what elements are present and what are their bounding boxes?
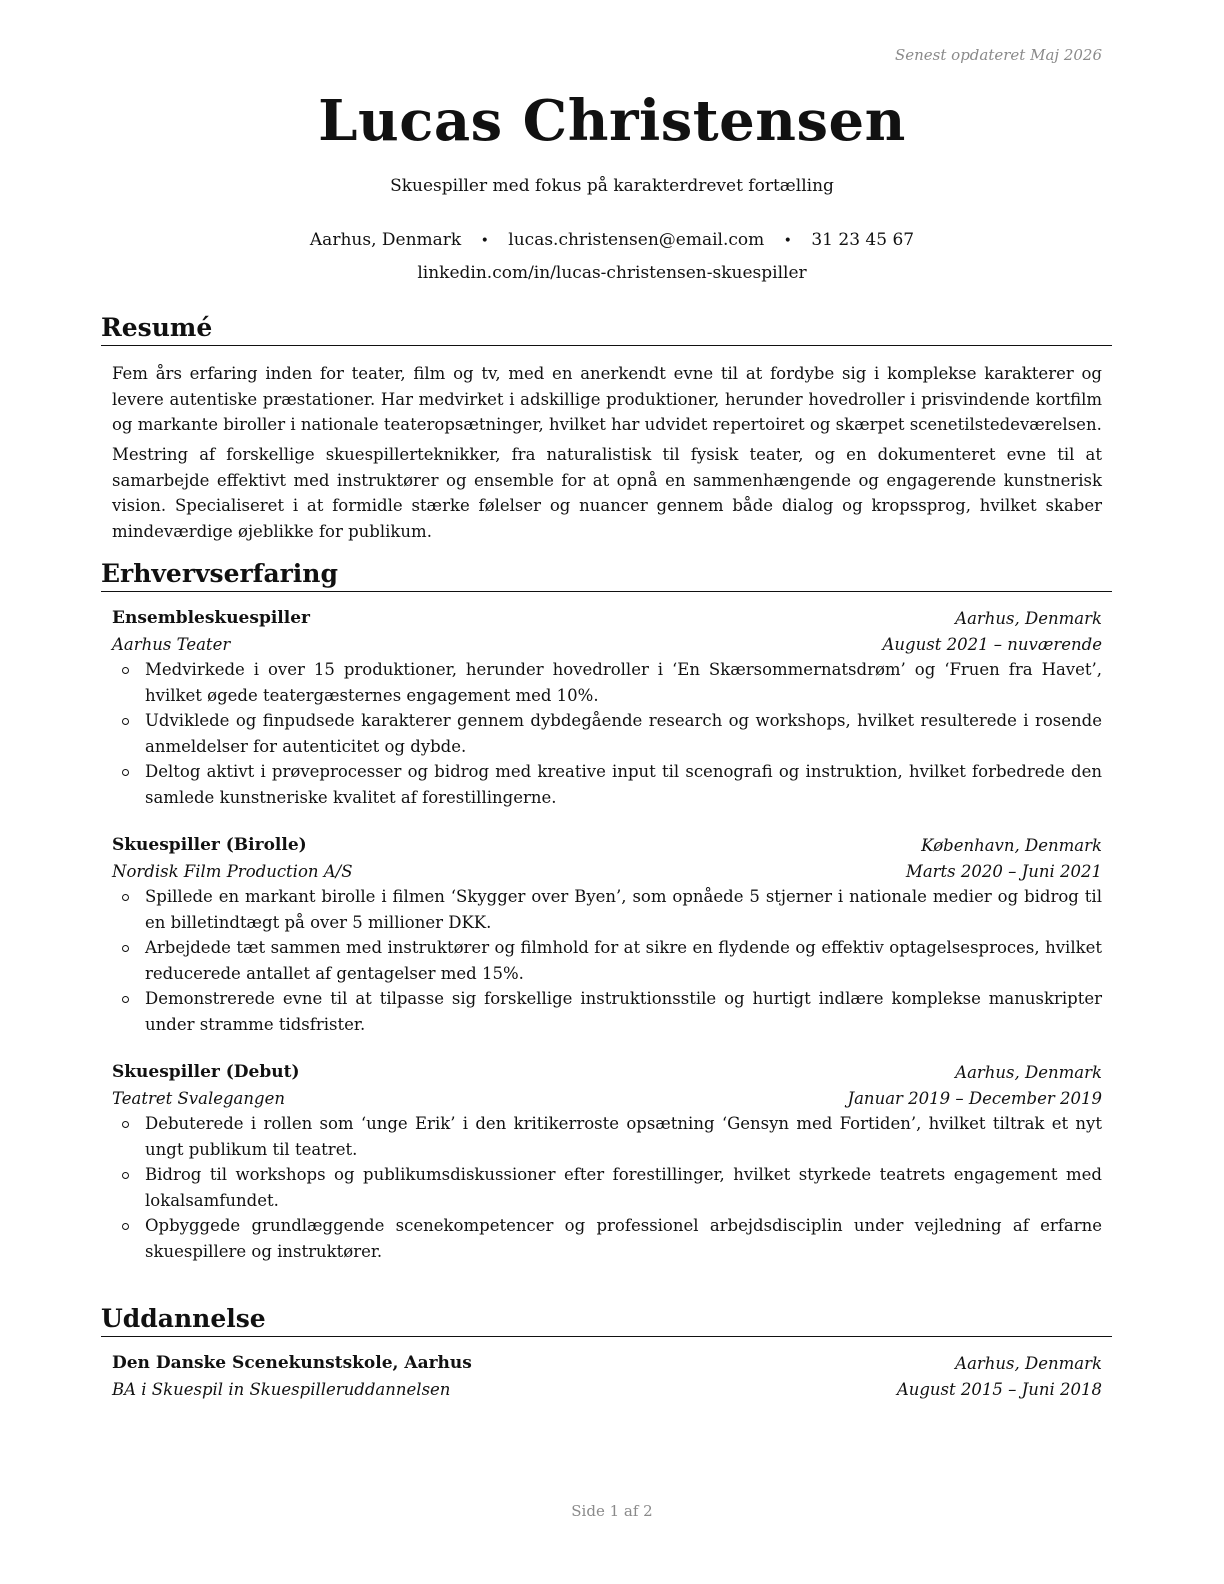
education-school: Den Danske Scenekunstskole, Aarhus bbox=[112, 1353, 472, 1373]
job-dates: Januar 2019 – December 2019 bbox=[847, 1088, 1102, 1108]
candidate-name: Lucas Christensen bbox=[318, 88, 906, 154]
list-item: Deltog aktivt i prøveprocesser og bidrog med kreative input til scenografi og instruktion, hvilket forbedrede den samlede kunstneriske kvalitet af forestillingerne. bbox=[145, 759, 1102, 810]
job-bullets bbox=[112, 884, 1102, 1037]
list-item: Medvirkede i over 15 produktioner, herunder hovedroller i ‘En Skærsommernatsdrøm’ og ‘Fruen fra Havet’, hvilket øgede teatergæsternes engagement med 10%. bbox=[145, 657, 1102, 708]
job-bullets bbox=[112, 657, 1102, 810]
section-title-summary: Resumé bbox=[101, 312, 1112, 346]
job-location: København, Denmark bbox=[921, 836, 1102, 855]
list-item: Bidrog til workshops og publikumsdiskussioner efter forestillinger, hvilket styrkede teatrets engagement med lokalsamfundet. bbox=[145, 1162, 1102, 1213]
job-entry bbox=[112, 1060, 1102, 1264]
list-item: Debuterede i rollen som ‘unge Erik’ i den kritikerroste opsætning ‘Gensyn med Fortiden’, hvilket tiltrak et nyt ungt publikum til teatret. bbox=[145, 1111, 1102, 1162]
job-role: Skuespiller (Debut) bbox=[112, 1062, 300, 1082]
job-role: Ensembleskuespiller bbox=[112, 608, 310, 628]
job-dates: Marts 2020 – Juni 2021 bbox=[905, 861, 1102, 881]
education-entry bbox=[112, 1351, 1102, 1402]
job-bullets bbox=[112, 1111, 1102, 1264]
bullet-separator: • bbox=[783, 233, 792, 249]
contact-linkedin[interactable]: linkedin.com/in/lucas-christensen-skuespiller bbox=[417, 263, 807, 283]
section-title-education: Uddannelse bbox=[101, 1303, 1112, 1337]
education-dates: August 2015 – Juni 2018 bbox=[896, 1379, 1102, 1399]
summary-paragraph: Mestring af forskellige skuespillerteknikker, fra naturalistisk til fysisk teater, og en dokumenteret evne til at samarbejde effektivt med instruktører og ensemble for at opnå en sammenhængende og engagerende kunstnerisk vision. Specialiseret i at formidle stærke følelser og nuancer gennem både dialog og kropssprog, hvilket skaber mindeværdige øjeblikke for publikum. bbox=[112, 445, 1102, 541]
job-company: Aarhus Teater bbox=[112, 634, 231, 654]
education-location: Aarhus, Denmark bbox=[955, 1354, 1102, 1373]
contact-email[interactable]: lucas.christensen@email.com bbox=[508, 230, 765, 250]
list-item: Demonstrerede evne til at tilpasse sig forskellige instruktionsstile og hurtigt indlære komplekse manuskripter under stramme tidsfrister. bbox=[145, 986, 1102, 1037]
list-item: Udviklede og finpudsede karakterer gennem dybdegående research og workshops, hvilket resulterede i rosende anmeldelser for autenticitet og dybde. bbox=[145, 708, 1102, 759]
section-title-experience: Erhvervserfaring bbox=[101, 558, 1112, 592]
job-entry bbox=[112, 606, 1102, 810]
contact-phone: 31 23 45 67 bbox=[811, 230, 915, 250]
job-company: Teatret Svalegangen bbox=[112, 1088, 285, 1108]
job-entry bbox=[112, 833, 1102, 1037]
job-location: Aarhus, Denmark bbox=[955, 609, 1102, 628]
education-degree: BA i Skuespil in Skuespilleruddannelsen bbox=[112, 1379, 451, 1399]
list-item: Opbyggede grundlæggende scenekompetencer og professionel arbejdsdisciplin under vejledning af erfarne skuespillere og instruktører. bbox=[145, 1213, 1102, 1264]
job-company: Nordisk Film Production A/S bbox=[112, 861, 353, 881]
last-updated: Senest opdateret Maj 2026 bbox=[894, 46, 1102, 64]
job-role: Skuespiller (Birolle) bbox=[112, 835, 307, 855]
contact-location: Aarhus, Denmark bbox=[309, 230, 462, 250]
job-location: Aarhus, Denmark bbox=[955, 1063, 1102, 1082]
summary-paragraph: Fem års erfaring inden for teater, film og tv, med en anerkendt evne til at fordybe sig i komplekse karakterer og levere autentiske præstationer. Har medvirket i adskillige produktioner, herunder hovedroller i prisvindende kortfilm og markante biroller i nationale teateropsætninger, hvilket har udvidet repertoiret og skærpet scenetilstedeværelsen. bbox=[112, 364, 1102, 434]
list-item: Spillede en markant birolle i filmen ‘Skygger over Byen’, som opnåede 5 stjerner i nationale medier og bidrog til en billetindtægt på over 5 millioner DKK. bbox=[145, 884, 1102, 935]
list-item: Arbejdede tæt sammen med instruktører og filmhold for at sikre en flydende og effektiv optagelsesproces, hvilket reducerede antallet af gentagelser med 15%. bbox=[145, 935, 1102, 986]
tagline: Skuespiller med fokus på karakterdrevet fortælling bbox=[390, 176, 834, 196]
page-number: Side 1 af 2 bbox=[571, 1502, 653, 1520]
bullet-separator: • bbox=[480, 233, 489, 249]
contact-line bbox=[0, 230, 1224, 250]
job-dates: August 2021 – nuværende bbox=[882, 634, 1102, 654]
